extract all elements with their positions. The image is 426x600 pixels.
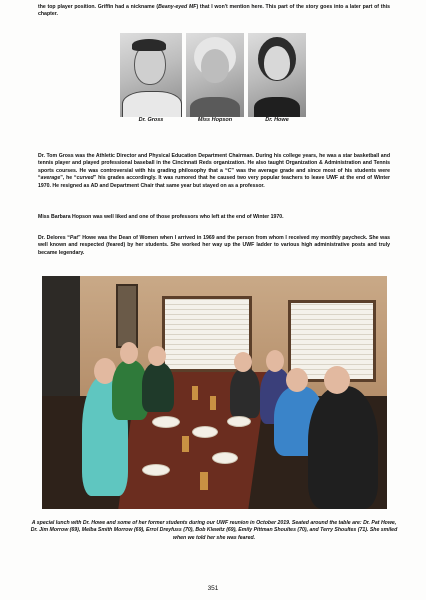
gross-text-2: ” was the average grade and since most of his students were “ bbox=[38, 167, 390, 182]
gross-average: average bbox=[40, 175, 61, 182]
intro-paragraph bbox=[38, 4, 390, 19]
photo-plate-2 bbox=[192, 426, 218, 438]
gross-paragraph bbox=[38, 153, 390, 190]
photo-wall-art bbox=[116, 284, 138, 348]
howe-nickname: Pat bbox=[69, 235, 78, 241]
caption-dr-howe: Dr. Howe bbox=[265, 117, 289, 123]
gross-grade: C bbox=[227, 167, 232, 174]
photo-face-5 bbox=[266, 350, 284, 372]
portrait-dr-gross bbox=[120, 33, 182, 117]
photo-glass-1 bbox=[192, 386, 198, 400]
portrait-hopson-face bbox=[201, 49, 229, 83]
photo-plate-1 bbox=[152, 416, 180, 428]
photo-person-7 bbox=[308, 386, 378, 509]
photo-caption: A special lunch with Dr. Howe and some of her former students during our UWF reunion in October 2019. Seated around the table are: Dr. Pat Howe, Dr. Jim Morrow (69), Melba Smith Morrow (69), Errol Dreyfuss (70), Bob Klewitz (69), Emily Pittman Shoultes (70), and Terry Shoultes (71). She smiled when we told her she was feared. bbox=[30, 520, 398, 541]
portrait-gross-shirt bbox=[122, 91, 182, 117]
howe-text-2: ” Howe was the Dean of Women when I arrived in 1969 and the person from whom I received my monthly paycheck. She was well known and respected (feared) by her students. She worked her way up the UWF ladder to various high administrative posts and truly became legendary. bbox=[38, 235, 390, 256]
photo-plate-3 bbox=[142, 464, 170, 476]
caption-miss-hopson: Miss Hopson bbox=[197, 117, 233, 123]
photo-face-6 bbox=[286, 368, 308, 392]
gross-text-4: ” his grades accordingly. It was rumored that he caused two very popular teachers to leave UWF at the end of Winter 1970. He resigned as AD and Department Chair that same year but stayed on as a professor. bbox=[38, 175, 390, 189]
photo-face-7 bbox=[324, 366, 350, 394]
portrait-howe-dress bbox=[254, 97, 300, 117]
portrait-row bbox=[120, 33, 308, 123]
photo-glass-2 bbox=[210, 396, 216, 410]
photo-plate-5 bbox=[227, 416, 251, 427]
photo-face-2 bbox=[120, 342, 138, 364]
portrait-hopson-dress bbox=[190, 97, 240, 117]
portrait-gross-hair bbox=[132, 39, 166, 51]
page-number: 351 bbox=[207, 585, 219, 592]
intro-text-start: the top player position. Griffin had a nickname ( bbox=[38, 4, 159, 10]
photo-door bbox=[42, 276, 80, 396]
photo-glass-4 bbox=[200, 472, 208, 490]
howe-text-1: Dr. Delores “ bbox=[38, 235, 70, 241]
gross-text-1: Dr. Tom Gross was the Athletic Director and Physical Education Department Chairman. During his college years, he was a star basketball and tennis player and played professional baseball in the Cincinnati Reds organization. He also taught Organization & Administration and Tennis sports courses. He was controversial with his grading philosophy that a “ bbox=[38, 153, 390, 174]
caption-dr-gross: Dr. Gross bbox=[138, 117, 164, 123]
intro-nickname: Beany-eyed MF bbox=[158, 4, 197, 10]
photo-face-3 bbox=[148, 346, 166, 366]
photo-person-3 bbox=[142, 362, 174, 412]
photo-glass-3 bbox=[182, 436, 189, 452]
gross-text-3: ”, he “ bbox=[60, 175, 77, 182]
gross-curved: curved bbox=[76, 175, 94, 182]
photo-person-4 bbox=[230, 368, 260, 418]
portrait-miss-hopson bbox=[186, 33, 244, 117]
photo-plate-4 bbox=[212, 452, 238, 464]
howe-paragraph bbox=[38, 235, 390, 257]
hopson-paragraph: Miss Barbara Hopson was well liked and one of those professors who left at the end of Winter 1970. bbox=[38, 214, 284, 220]
portrait-dr-howe bbox=[248, 33, 306, 117]
reunion-lunch-photo bbox=[42, 276, 387, 509]
portrait-howe-face bbox=[264, 46, 290, 80]
photo-face-4 bbox=[234, 352, 252, 372]
intro-text-end: ) that I won't mention here. This part of the story goes into a later part of this chapter. bbox=[38, 4, 390, 18]
